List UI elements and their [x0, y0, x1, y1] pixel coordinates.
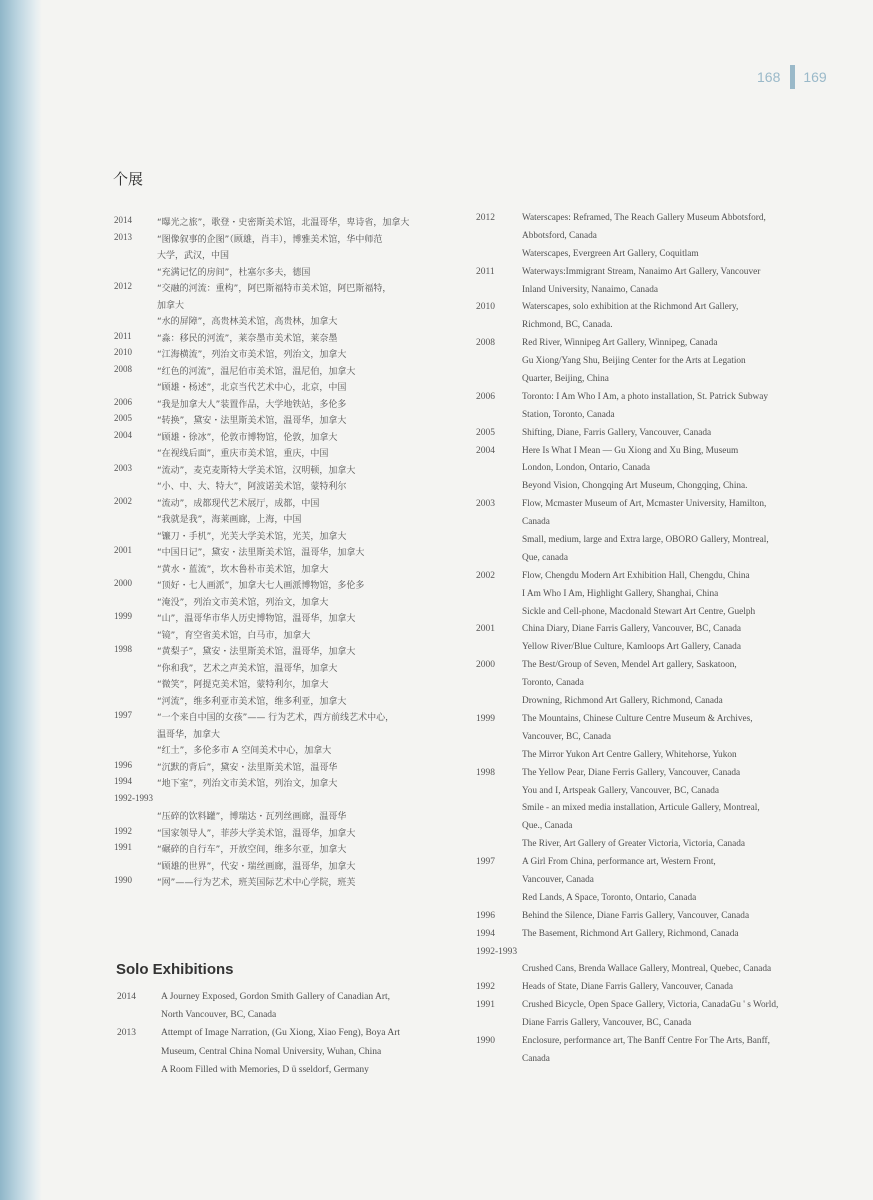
exhibition-text: Museum, Central China Nomal University, Wuhan, China	[161, 1046, 382, 1057]
exhibition-text: 加拿大	[157, 300, 185, 311]
exhibition-text: Abbotsford, Canada	[522, 230, 597, 241]
exhibition-text: Heads of State, Diane Farris Gallery, Vancouver, Canada	[522, 982, 734, 993]
exhibition-text: “国家领导人”，菲莎大学美术馆，温哥华，加拿大	[157, 828, 356, 839]
exhibition-text: “压碎的饮料罐”，博瑞达・瓦列丝画廊，温哥华	[157, 812, 347, 822]
exhibition-text: “黄梨子”，黛安・法里斯美术馆，温哥华，加拿大	[157, 647, 356, 657]
exhibition-year: 2003	[476, 499, 495, 510]
exhibition-text: Waterscapes, Evergreen Art Gallery, Coquitlam	[522, 248, 699, 259]
exhibition-text: Sickle and Cell-phone, Macdonald Stewart Art Centre, Guelph	[522, 606, 756, 617]
exhibition-year: 2002	[114, 495, 132, 506]
exhibition-text: “我是加拿大人”装置作品，大学地铁站，多伦多	[157, 399, 347, 410]
exhibition-text: Yellow River/Blue Culture, Kamloops Art Gallery, Canada	[522, 642, 741, 653]
exhibition-text: Attempt of Image Narration, (Gu Xiong, Xiao Feng), Boya Art	[161, 1028, 401, 1039]
exhibition-text: Smile - an mixed media installation, Articule Gallery, Montreal,	[522, 803, 760, 814]
exhibition-text: 温哥华，加拿大	[157, 729, 221, 740]
exhibition-year: 2013	[114, 231, 132, 242]
exhibition-text: Crushed Bicycle, Open Space Gallery, Victoria, CanadaGu ' s World,	[522, 1000, 779, 1011]
exhibition-year: 2004	[476, 445, 495, 456]
exhibition-text: I Am Who I Am, Highlight Gallery, Shanghai, China	[522, 588, 719, 599]
exhibition-text: Vancouver, Canada	[522, 874, 594, 885]
exhibition-text: “红色的河流”，温尼伯市美术馆，温尼伯，加拿大	[157, 366, 356, 377]
exhibition-text: Shifting, Diane, Farris Gallery, Vancouver, Canada	[522, 427, 712, 438]
exhibition-text: The Basement, Richmond Art Gallery, Richmond, Canada	[522, 928, 739, 939]
exhibition-text: A Girl From China, performance art, Western Front,	[522, 857, 716, 868]
exhibition-text: Station, Toronto, Canada	[522, 409, 615, 420]
exhibition-text: “顾雄的世界”，代安・瑞丝画廊，温哥华，加拿大	[157, 861, 356, 872]
exhibition-text: “淼：移民的河流”，莱奈墨市美术馆，莱奈墨	[157, 333, 338, 344]
page-number-left: 168	[757, 69, 781, 85]
exhibition-text: “交融的河流：重构”，阿巴斯福特市美术馆，阿巴斯福特，	[157, 284, 392, 294]
exhibition-text: “在视线后面”，重庆市美术馆，重庆，中国	[157, 449, 329, 459]
exhibition-text: Waterscapes, solo exhibition at the Richmond Art Gallery,	[522, 302, 739, 313]
exhibition-text: Gu Xiong/Yang Shu, Beijing Center for the Arts at Legation	[522, 356, 746, 367]
exhibition-year: 1990	[476, 1035, 495, 1046]
exhibition-year: 2014	[117, 992, 136, 1002]
exhibition-text: “碾碎的自行车”，开放空间，维多尔亚，加拿大	[157, 845, 347, 855]
exhibition-year: 1991	[114, 842, 132, 852]
exhibition-text: “我就是我”，海莱画廊，上海，中国	[157, 515, 302, 525]
exhibition-text: “淹没”，列治文市美术馆，列治文，加拿大	[157, 597, 329, 608]
exhibition-text: Inland University, Nanaimo, Canada	[522, 284, 658, 295]
exhibition-text: Canada	[522, 1053, 550, 1064]
exhibition-year: 2010	[114, 347, 132, 357]
exhibition-year: 2011	[114, 330, 132, 341]
exhibition-text: Richmond, BC, Canada.	[522, 320, 613, 331]
exhibition-year: 1994	[114, 776, 132, 786]
exhibition-text: “河流”，维多利亚市美术馆，维多利亚，加拿大	[157, 696, 347, 707]
exhibition-text: Here Is What I Mean — Gu Xiong and Xu Bing, Museum	[522, 445, 739, 456]
exhibition-year: 2006	[476, 391, 495, 402]
exhibition-text: Enclosure, performance art, The Banff Centre For The Arts, Banff,	[522, 1035, 770, 1046]
section-heading-chinese: 个展	[113, 170, 144, 188]
exhibition-year: 1992-1993	[114, 792, 153, 803]
exhibition-text: Waterways:Immigrant Stream, Nanaimo Art Gallery, Vancouver	[522, 266, 761, 277]
exhibition-text: North Vancouver, BC, Canada	[161, 1010, 277, 1021]
exhibition-text: “流动”，麦克麦斯特大学美术馆，汉明顿，加拿大	[157, 465, 356, 476]
exhibition-text: “红土”，多伦多市 A 空间美术中心，加拿大	[157, 746, 332, 756]
page-numbers	[757, 64, 827, 90]
exhibition-text: Flow, Chengdu Modern Art Exhibition Hall, Chengdu, China	[522, 570, 750, 581]
exhibition-text: The Mountains, Chinese Culture Centre Museum & Archives,	[522, 713, 753, 724]
exhibition-text: The Yellow Pear, Diane Ferris Gallery, Vancouver, Canada	[522, 767, 741, 778]
exhibition-year: 1990	[114, 875, 132, 885]
exhibition-year: 2008	[476, 338, 495, 349]
exhibition-text: The Mirror Yukon Art Centre Gallery, Whitehorse, Yukon	[522, 749, 737, 760]
exhibition-text: 大学，武汉，中国	[157, 251, 230, 261]
exhibition-text: “网”——行为艺术，班芙国际艺术中心学院，班芙	[157, 878, 356, 888]
exhibition-text: Toronto, Canada	[522, 678, 584, 689]
exhibition-year: 1998	[114, 644, 132, 654]
exhibition-text: China Diary, Diane Farris Gallery, Vancouver, BC, Canada	[522, 624, 741, 635]
exhibition-text: “水的屏障”，高贵林美术馆，高贵林，加拿大	[157, 317, 338, 327]
exhibition-year: 1999	[114, 611, 132, 621]
exhibition-text: Canada	[522, 517, 550, 528]
exhibition-year: 1996	[476, 910, 495, 921]
exhibition-text: Quarter, Beijing, China	[522, 374, 609, 385]
exhibition-text: “顾雄・徐冰”，伦敦市博物馆，伦敦，加拿大	[157, 432, 338, 443]
exhibition-year: 2013	[117, 1028, 136, 1039]
exhibition-text: “顾雄・杨述”，北京当代艺术中心，北京，中国	[157, 383, 347, 393]
exhibition-year: 1992	[476, 982, 495, 993]
exhibition-year: 2008	[114, 363, 132, 374]
exhibition-text: Behind the Silence, Diane Farris Gallery, Vancouver, Canada	[522, 910, 750, 921]
exhibition-year: 2005	[114, 413, 132, 423]
exhibition-text: “一个来自中国的女孩”—— 行为艺术，西方前线艺术中心，	[157, 713, 395, 723]
exhibition-text: Vancouver, BC, Canada	[522, 731, 611, 742]
exhibition-text: “充满记忆的房间”，杜塞尔多夫，德国	[157, 267, 311, 278]
exhibition-year: 2001	[476, 624, 495, 635]
exhibition-text: “流动”，成都现代艺术展厅，成都，中国	[157, 498, 320, 509]
exhibition-text: “小、中、大、特大”，阿波诺美术馆，蒙特利尔	[157, 482, 347, 492]
exhibition-text: A Journey Exposed, Gordon Smith Gallery of Canadian Art,	[161, 992, 391, 1002]
exhibition-text: The River, Art Gallery of Greater Victoria, Victoria, Canada	[522, 839, 746, 850]
exhibition-text: “江海横流”，列治文市美术馆，列治文，加拿大	[157, 350, 347, 360]
exhibition-year: 1997	[476, 857, 495, 868]
exhibition-text: London, London, Ontario, Canada	[522, 463, 651, 474]
exhibition-text: Crushed Cans, Brenda Wallace Gallery, Montreal, Quebec, Canada	[522, 964, 772, 975]
section-heading-english: Solo Exhibitions	[116, 961, 234, 978]
exhibition-text: You and I, Artspeak Gallery, Vancouver, BC, Canada	[522, 785, 719, 796]
exhibition-year: 2000	[114, 578, 132, 588]
exhibition-year: 2012	[114, 281, 132, 291]
exhibition-text: Waterscapes: Reframed, The Reach Gallery Museum Abbotsford,	[522, 213, 766, 223]
exhibition-year: 2003	[114, 462, 132, 473]
exhibition-text: “顶好・七人画派”，加拿大七人画派博物馆，多伦多	[157, 581, 365, 591]
exhibition-year: 2004	[114, 429, 132, 440]
exhibition-text: Que, canada	[522, 552, 568, 563]
exhibition-year: 2005	[476, 427, 495, 438]
exhibition-year: 1996	[114, 759, 132, 770]
exhibition-text: “转换”，黛安・法里斯美术馆，温哥华，加拿大	[157, 416, 347, 426]
exhibition-text: Red River, Winnipeg Art Gallery, Winnipeg, Canada	[522, 338, 718, 349]
exhibition-text: “图像叙事的企图”（顾雄，肖丰），博雅美术馆，华中师范	[157, 234, 383, 245]
exhibition-year: 1992	[114, 825, 132, 836]
exhibition-text: “地下室”，列治文市美术馆，列治文，加拿大	[157, 779, 338, 789]
exhibition-text: Drowning, Richmond Art Gallery, Richmond, Canada	[522, 696, 723, 707]
exhibition-year: 2006	[114, 396, 132, 407]
exhibition-text: “曝光之旅”，歌登・史密斯美术馆，北温哥华，卑诗省，加拿大	[157, 218, 410, 228]
exhibition-text: “镰刀・手机”，光芙大学美术馆，光芙，加拿大	[157, 531, 347, 542]
exhibition-year: 2010	[476, 302, 495, 313]
exhibition-year: 2014	[114, 215, 132, 225]
book-spine-shadow	[0, 0, 42, 1200]
exhibition-text: “镜”，育空省美术馆，白马市，加拿大	[157, 630, 311, 641]
exhibition-text: Toronto: I Am Who I Am, a photo installation, St. Patrick Subway	[522, 391, 769, 402]
exhibition-text: Small, medium, large and Extra large, OBORO Gallery, Montreal,	[522, 535, 769, 546]
exhibition-year: 1992-1993	[476, 946, 518, 957]
exhibition-year: 1994	[476, 928, 495, 939]
exhibition-text: Diane Farris Gallery, Vancouver, BC, Canada	[522, 1018, 692, 1029]
exhibition-year: 2012	[476, 213, 495, 223]
exhibition-text: A Room Filled with Memories, D ü sseldorf, Germany	[161, 1064, 369, 1075]
page-number-divider	[790, 65, 795, 89]
exhibition-year: 2000	[476, 660, 495, 671]
exhibition-text: “沉默的背后”，黛安・法里斯美术馆，温哥华	[157, 762, 338, 773]
exhibition-year: 2001	[114, 545, 132, 555]
exhibition-text: Que., Canada	[522, 821, 573, 832]
exhibition-text: “中国日记”，黛安・法里斯美术馆，温哥华，加拿大	[157, 548, 365, 558]
exhibition-text: “山”，温哥华市华人历史博物馆，温哥华，加拿大	[157, 614, 356, 624]
page-number-right: 169	[803, 69, 827, 85]
exhibition-text: “微笑”，阿提克美术馆，蒙特利尔，加拿大	[157, 680, 329, 690]
exhibition-text: Red Lands, A Space, Toronto, Ontario, Canada	[522, 892, 697, 903]
exhibition-year: 1998	[476, 767, 495, 778]
exhibition-text: “黄水・蓝流”，坎木鲁朴市美术馆，加拿大	[157, 564, 329, 575]
exhibition-year: 1991	[476, 1000, 495, 1011]
exhibition-year: 1999	[476, 713, 495, 724]
exhibition-text: “你和我”，艺术之声美术馆，温哥华，加拿大	[157, 663, 338, 674]
exhibition-year: 2011	[476, 266, 495, 277]
exhibition-year: 1997	[114, 710, 132, 720]
exhibition-text: Flow, Mcmaster Museum of Art, Mcmaster University, Hamilton,	[522, 499, 767, 510]
exhibition-year: 2002	[476, 570, 495, 581]
exhibition-text: Beyond Vision, Chongqing Art Museum, Chongqing, China.	[522, 481, 748, 492]
exhibition-text: The Best/Group of Seven, Mendel Art gallery, Saskatoon,	[522, 660, 737, 671]
